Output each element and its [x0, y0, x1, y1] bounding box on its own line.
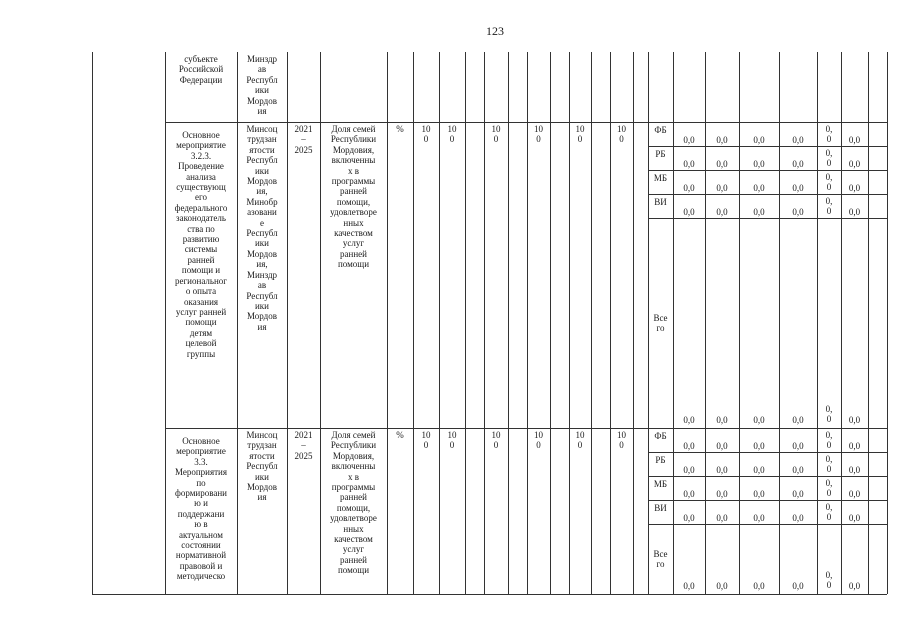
- executor-line: Минсоц: [246, 430, 278, 440]
- finance-value: 0,0: [716, 135, 728, 145]
- finance-value: 0,: [825, 148, 833, 158]
- executor-line: Минздр: [246, 54, 278, 64]
- grid-line: [165, 428, 887, 429]
- finance-value: 0,0: [716, 183, 728, 193]
- grid-line: [550, 52, 551, 594]
- indicator-name-line: помощи: [337, 565, 370, 576]
- measure-name-line: федерального: [174, 202, 228, 213]
- total-value: 0,0: [792, 415, 804, 425]
- finance-value: 0,0: [848, 489, 861, 499]
- finance-source: МБ: [653, 173, 668, 183]
- target-value: 10: [421, 124, 431, 134]
- finance-source: РБ: [655, 149, 666, 159]
- measure-name-line: ранней: [187, 254, 215, 265]
- measure-name-line: по: [196, 477, 206, 488]
- executor-line: ия: [257, 321, 267, 332]
- measure-name-line: детям: [189, 327, 213, 338]
- indicator-name: [320, 430, 387, 576]
- indicator-name-line: включенны: [331, 155, 376, 166]
- finance-value: 0,: [825, 172, 833, 182]
- finance-source: МБ: [653, 479, 668, 489]
- executor-line: ики: [254, 165, 269, 176]
- finance-value: 0,0: [848, 207, 861, 217]
- grid-line: [92, 594, 887, 595]
- finance-value: 0,: [825, 454, 833, 464]
- executor-line: ятости: [249, 450, 275, 461]
- grid-line: [887, 52, 888, 594]
- indicator-name-line: Доля семей: [331, 430, 376, 440]
- indicator-name-line: качеством: [334, 534, 373, 545]
- target-value: 10: [534, 124, 543, 134]
- measure-name-line: целевой: [185, 338, 217, 349]
- implementation-period: [287, 124, 320, 155]
- executor-line: Мордов: [247, 311, 277, 322]
- indicator-name-line: Мордовия,: [332, 144, 375, 155]
- grid-line: [868, 52, 869, 594]
- total-value: 0,0: [848, 415, 861, 425]
- indicator-name-line: х в: [348, 165, 359, 176]
- finance-value: 0: [826, 158, 832, 168]
- measure-name-line: помощи и: [181, 265, 221, 276]
- target-value: 0: [493, 440, 499, 450]
- indicator-name-line: Республики: [330, 440, 377, 451]
- measure-name-line: поддержани: [177, 508, 225, 519]
- finance-value: 0,0: [792, 183, 804, 193]
- executor-line: Минобр: [246, 196, 278, 207]
- measure-name-line: ю в: [194, 519, 208, 530]
- executor-line: ия,: [256, 259, 268, 270]
- finance-value: 0,0: [753, 183, 765, 193]
- measure-name-line: ю и: [194, 498, 208, 509]
- indicator-name-line: качеством: [334, 228, 373, 239]
- target-value: 10: [617, 430, 626, 440]
- grid-line: [648, 500, 887, 501]
- total-value: 0: [826, 414, 832, 424]
- finance-value: 0,0: [753, 135, 765, 145]
- grid-line: [508, 52, 509, 594]
- finance-value: 0,0: [716, 207, 728, 217]
- finance-value: 0,0: [848, 513, 861, 523]
- finance-value: 0,0: [683, 207, 695, 217]
- executor-line: е: [260, 217, 264, 228]
- grid-line: [591, 52, 592, 594]
- indicator-name-line: нных: [343, 217, 364, 228]
- measure-name-line: субъекте: [184, 54, 218, 64]
- measure-name-line: 3.3.: [194, 456, 208, 467]
- indicator-name-line: включенны: [331, 461, 376, 472]
- measure-name-line: 3.2.3.: [190, 150, 212, 161]
- finance-value: 0,0: [716, 489, 728, 499]
- finance-value: 0: [826, 206, 832, 216]
- target-value: 0: [536, 134, 541, 144]
- executor-line: Республ: [246, 290, 278, 301]
- finance-value: 0,0: [753, 159, 765, 169]
- finance-value: 0,0: [716, 159, 728, 169]
- target-value: 10: [534, 430, 543, 440]
- total-label: го: [656, 323, 665, 333]
- total-label: Все: [653, 313, 668, 323]
- finance-value: 0,0: [848, 183, 861, 193]
- grid-line: [465, 52, 466, 594]
- finance-source: ВИ: [654, 197, 667, 207]
- grid-line: [648, 524, 887, 525]
- finance-value: 0,0: [683, 159, 695, 169]
- implementation-period-line: 2021: [294, 430, 313, 440]
- measure-name-line: ства по: [187, 223, 215, 234]
- measure-name-line: формировани: [175, 488, 227, 499]
- finance-value: 0,0: [848, 441, 861, 451]
- implementation-period-line: 2025: [294, 450, 313, 461]
- measure-name-line: его: [195, 192, 207, 203]
- target-value: 0: [423, 440, 429, 450]
- measure-name-line: системы: [184, 244, 218, 255]
- measure-name-line: о опыта: [185, 286, 217, 297]
- indicator-name-line: ранней: [340, 554, 367, 565]
- target-value: 10: [575, 430, 585, 440]
- executor-line: ики: [254, 238, 269, 249]
- executor-line: Мордов: [247, 176, 277, 187]
- measure-name-line: Основное: [182, 130, 220, 140]
- measure-name-line: группы: [186, 348, 216, 359]
- unit: %: [396, 430, 404, 440]
- target-value: 10: [575, 124, 585, 134]
- measure-name-line: нормативной: [175, 550, 227, 561]
- page-number: 123: [486, 24, 504, 38]
- executor: [237, 124, 287, 332]
- grid-line: [648, 452, 887, 453]
- executor-line: трудзан: [247, 440, 277, 451]
- indicator-name-line: программы: [331, 482, 376, 493]
- finance-value: 0,0: [792, 489, 804, 499]
- grid-line: [648, 218, 887, 219]
- measure-name: [165, 130, 237, 359]
- target-value: 10: [447, 124, 457, 134]
- executor-line: ия: [257, 492, 267, 503]
- executor-line: Республ: [246, 461, 278, 472]
- measure-name-line: методическо: [176, 571, 226, 582]
- grid-line: [165, 122, 887, 123]
- executor-line: Минсоц: [246, 124, 278, 134]
- finance-value: 0,0: [716, 465, 728, 475]
- finance-value: 0,0: [683, 513, 695, 523]
- grid-line: [92, 52, 93, 594]
- target-value: 10: [617, 124, 626, 134]
- target-value: 10: [491, 430, 501, 440]
- total-value: 0,: [825, 570, 833, 580]
- finance-value: 0: [826, 488, 832, 498]
- target-value: 10: [447, 430, 457, 440]
- finance-value: 0,: [825, 502, 833, 512]
- total-value: 0,0: [716, 581, 728, 591]
- grid-line: [648, 476, 887, 477]
- finance-value: 0,0: [683, 183, 695, 193]
- indicator-name-line: услуг: [342, 238, 365, 249]
- finance-value: 0,0: [753, 465, 765, 475]
- total-value: 0,0: [792, 581, 804, 591]
- finance-value: 0,0: [753, 489, 765, 499]
- finance-value: 0,0: [792, 441, 804, 451]
- finance-source: ФБ: [654, 431, 667, 441]
- finance-value: 0,0: [792, 465, 804, 475]
- finance-value: 0: [826, 134, 832, 144]
- implementation-period: [287, 430, 320, 461]
- executor-line: ия: [257, 106, 267, 117]
- indicator-name-line: ранней: [340, 492, 367, 503]
- executor-line: ики: [254, 300, 269, 311]
- finance-value: 0,0: [753, 207, 765, 217]
- indicator-name-line: Мордовия,: [332, 450, 375, 461]
- executor-line: Мордов: [247, 248, 277, 259]
- total-value: 0,0: [753, 581, 765, 591]
- total-value: 0,0: [683, 581, 695, 591]
- finance-value: 0,0: [848, 159, 861, 169]
- finance-value: 0,0: [792, 513, 804, 523]
- target-value: 0: [619, 440, 624, 450]
- grid-line: [648, 146, 887, 147]
- indicator-name-line: помощи,: [336, 196, 371, 207]
- executor-line: ав: [257, 280, 267, 291]
- finance-source: ВИ: [654, 503, 667, 513]
- indicator-name-line: помощи: [337, 259, 370, 270]
- target-value: 0: [449, 134, 455, 144]
- finance-value: 0: [826, 182, 832, 192]
- target-value: 10: [491, 124, 501, 134]
- measure-name-line: Мероприятия: [174, 467, 228, 478]
- indicator-name-line: программы: [331, 176, 376, 187]
- executor: [237, 54, 287, 116]
- target-value: 0: [619, 134, 624, 144]
- indicator-name-line: удовлетворе: [330, 513, 377, 524]
- total-value: 0,0: [683, 415, 695, 425]
- measure-name-line: состоянии: [181, 540, 221, 551]
- finance-source: ФБ: [654, 125, 667, 135]
- finance-value: 0: [826, 512, 832, 522]
- measure-name-line: Проведение: [178, 161, 224, 172]
- indicator-name-line: помощи,: [336, 502, 371, 513]
- executor-line: ия,: [256, 186, 268, 197]
- finance-value: 0,0: [792, 207, 804, 217]
- finance-value: 0,0: [716, 513, 728, 523]
- indicator-name-line: ранней: [340, 186, 367, 197]
- executor-line: ав: [257, 64, 267, 75]
- measure-name-line: Российской: [178, 64, 224, 75]
- measure-name-line: мероприятие: [176, 140, 226, 151]
- measure-name-line: законодатель: [176, 213, 226, 224]
- target-value: 0: [449, 440, 455, 450]
- measure-name-line: анализа: [186, 171, 216, 182]
- total-value: 0: [826, 580, 832, 590]
- executor-line: ики: [254, 471, 269, 482]
- finance-value: 0,: [825, 124, 833, 134]
- executor-line: Республ: [246, 155, 278, 166]
- total-value: 0,0: [753, 415, 765, 425]
- target-value: 0: [577, 440, 583, 450]
- indicator-name-line: удовлетворе: [330, 207, 377, 218]
- grid-line: [633, 52, 634, 594]
- measure-name: [165, 54, 237, 85]
- total-label: го: [656, 559, 665, 569]
- finance-value: 0,0: [683, 489, 695, 499]
- total-value: 0,0: [716, 415, 728, 425]
- executor-line: Республ: [246, 228, 278, 239]
- target-value: 0: [536, 440, 541, 450]
- finance-value: 0,0: [848, 135, 861, 145]
- implementation-period-line: –: [301, 440, 306, 451]
- total-value: 0,0: [848, 581, 861, 591]
- measure-name-line: помощи: [185, 317, 217, 328]
- finance-value: 0,0: [683, 465, 695, 475]
- indicator-name-line: Республики: [330, 134, 377, 145]
- grid-line: [648, 194, 887, 195]
- finance-value: 0,0: [716, 441, 728, 451]
- finance-value: 0: [826, 464, 832, 474]
- finance-value: 0,0: [683, 135, 695, 145]
- indicator-name-line: услуг: [342, 544, 365, 555]
- indicator-name-line: х в: [348, 471, 359, 482]
- measure-name-line: актуальном: [179, 529, 223, 540]
- executor-line: ятости: [249, 144, 275, 155]
- measure-name-line: услуг ранней: [175, 306, 227, 317]
- executor-line: трудзан: [247, 134, 277, 145]
- measure-name-line: региональног: [175, 275, 227, 286]
- executor-line: Минздр: [246, 269, 278, 280]
- grid-line: [648, 170, 887, 171]
- executor-line: Мордов: [247, 95, 277, 106]
- finance-value: 0,: [825, 196, 833, 206]
- executor-line: ики: [254, 85, 269, 96]
- measure-name-line: оказания: [183, 296, 219, 307]
- indicator-name: [320, 124, 387, 270]
- measure-name-line: развитию: [182, 234, 220, 245]
- finance-source: РБ: [655, 455, 666, 465]
- implementation-period-line: 2021: [294, 124, 313, 134]
- target-value: 0: [423, 134, 429, 144]
- finance-value: 0,: [825, 430, 833, 440]
- finance-value: 0,0: [683, 441, 695, 451]
- finance-value: 0,0: [753, 441, 765, 451]
- indicator-name-line: Доля семей: [331, 124, 376, 134]
- target-value: 0: [493, 134, 499, 144]
- measure-name-line: Федерации: [179, 74, 223, 85]
- measure-name-line: мероприятие: [176, 446, 226, 457]
- unit: %: [396, 124, 404, 134]
- implementation-period-line: –: [301, 134, 306, 145]
- measure-name-line: правовой и: [179, 560, 223, 571]
- measure-name: [165, 436, 237, 582]
- target-value: 0: [577, 134, 583, 144]
- finance-value: 0,: [825, 478, 833, 488]
- target-value: 10: [421, 430, 431, 440]
- total-label: Все: [653, 549, 668, 559]
- measure-name-line: Основное: [182, 436, 220, 446]
- total-value: 0,: [825, 404, 833, 414]
- finance-value: 0,0: [848, 465, 861, 475]
- finance-value: 0: [826, 440, 832, 450]
- executor-line: Республ: [246, 74, 278, 85]
- finance-value: 0,0: [792, 159, 804, 169]
- indicator-name-line: ранней: [340, 248, 367, 259]
- executor-line: азовани: [247, 207, 277, 218]
- measure-name-line: существующ: [176, 182, 226, 193]
- finance-value: 0,0: [792, 135, 804, 145]
- implementation-period-line: 2025: [294, 144, 313, 155]
- indicator-name-line: нных: [343, 523, 364, 534]
- executor: [237, 430, 287, 503]
- finance-value: 0,0: [753, 513, 765, 523]
- executor-line: Мордов: [247, 482, 277, 493]
